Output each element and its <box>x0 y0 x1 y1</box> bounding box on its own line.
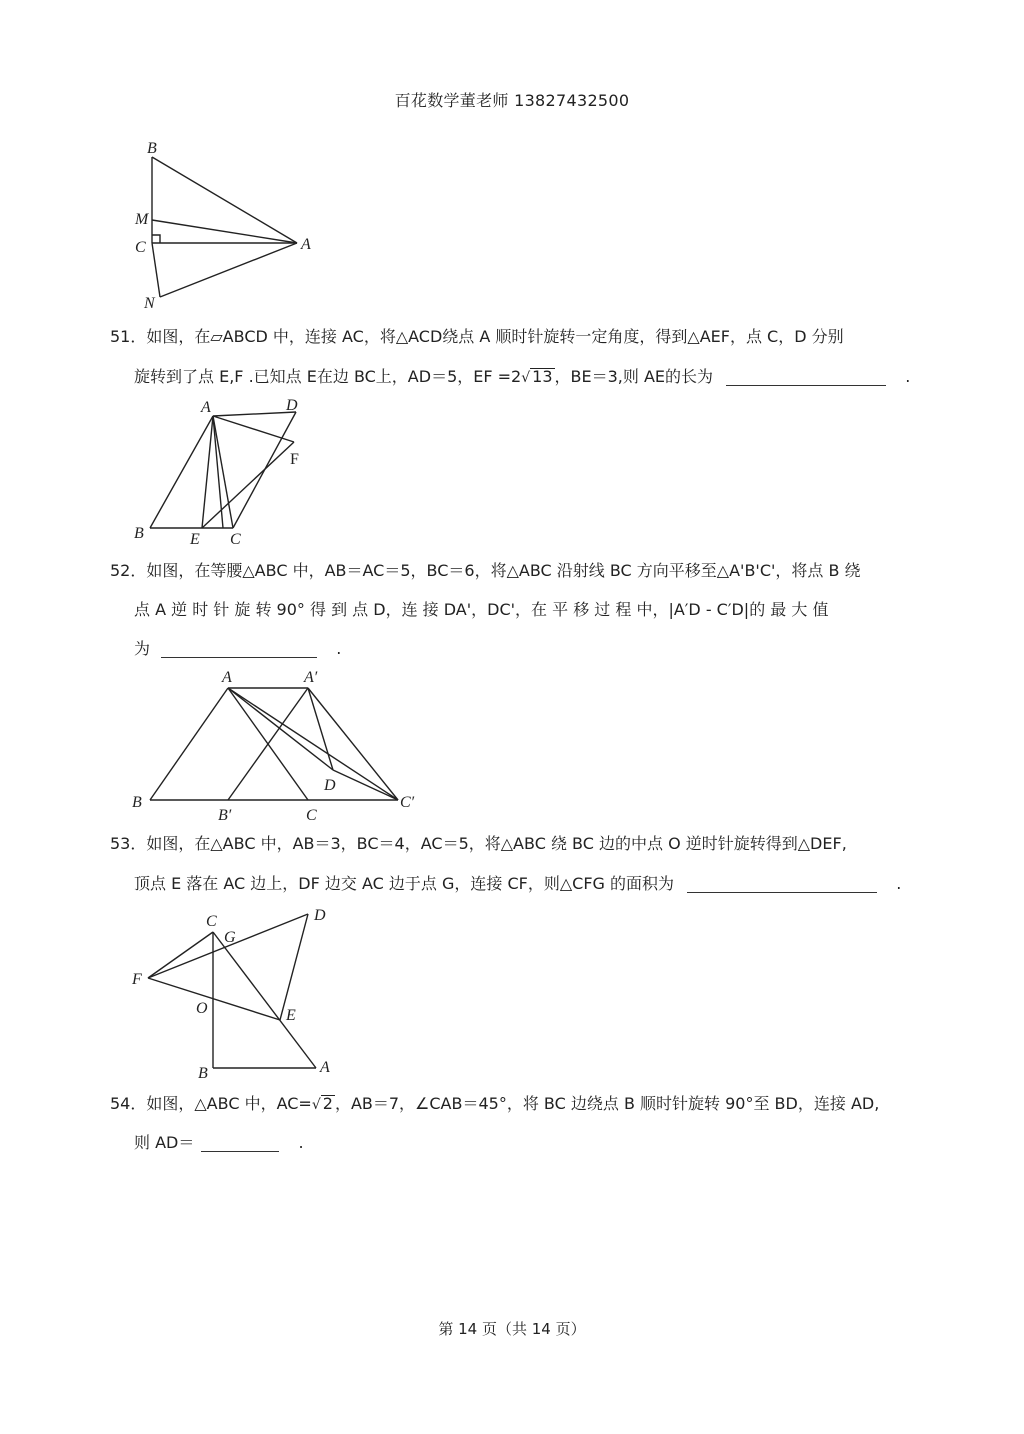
label-c: C <box>135 239 146 256</box>
label-g: G <box>224 929 236 946</box>
q51-text2a: 旋转到了点 E,F .已知点 E在边 BC上，AD＝5，EF =2 <box>134 367 522 386</box>
q54-text1a: 如图，△ABC 中，AC= <box>146 1094 312 1113</box>
q52-line1 <box>110 560 861 582</box>
q53-number: 53． <box>110 834 147 853</box>
label-a-prime: A′ <box>304 669 318 686</box>
q51-text2b: ，BE＝3,则 AE的长为 <box>554 367 714 386</box>
q51-sqrt-13: 13 <box>532 367 553 386</box>
q53-text2a: 顶点 E 落在 AC 边上，DF 边交 AC 边于点 G，连接 CF，则△CFG 的面积为 <box>134 874 675 893</box>
q52-text1: 如图，在等腰△ABC 中，AB＝AC＝5，BC＝6，将△ABC 沿射线 BC 方向平移至△A'B'C'，将点 B 绕 <box>146 561 861 580</box>
q53-line2 <box>134 873 901 895</box>
label-b: B <box>147 140 157 157</box>
q51-number: 51． <box>110 327 147 346</box>
page-header: 百花数学董老师 13827432500 <box>394 91 630 110</box>
q52-line2 <box>134 599 828 621</box>
q51-answer-blank[interactable] <box>726 367 886 386</box>
q51-text1: 如图，在▱ABCD 中，连接 AC，将△ACD绕点 A 顺时针旋转一定角度，得到△AEF，点 C，D 分别 <box>146 327 844 346</box>
q52-answer-blank[interactable] <box>161 639 317 658</box>
q52-period: . <box>336 639 342 658</box>
label-m: M <box>135 211 149 228</box>
q53-text1: 如图，在△ABC 中，AB＝3，BC＝4，AC＝5，将△ABC 绕 BC 边的中点 O 逆时针旋转得到△DEF, <box>146 834 847 853</box>
q54-text2a: 则 AD＝ <box>134 1133 195 1152</box>
label-d: D <box>324 777 336 794</box>
q54-text1b: ，AB＝7，∠CAB＝45°，将 BC 边绕点 B 顺时针旋转 90°至 BD，连接 AD, <box>334 1094 880 1113</box>
label-c: C <box>306 807 317 824</box>
label-a: A <box>320 1059 330 1076</box>
q52-number: 52． <box>110 561 147 580</box>
label-c: C <box>230 531 241 548</box>
q51-line2: 旋转到了点 E,F .已知点 E在边 BC上，AD＝5，EF =2√ 13 ，BE＝3,则 AE的长为 . <box>134 367 911 386</box>
q54-period: . <box>298 1133 304 1152</box>
label-a: A <box>222 669 232 686</box>
label-f: F <box>290 451 299 468</box>
q54-number: 54． <box>110 1094 147 1113</box>
q52-text3a: 为 <box>134 639 151 658</box>
label-d: D <box>314 907 326 924</box>
page-footer: 第 14 页（共 14 页） <box>438 1320 586 1338</box>
q53-answer-blank[interactable] <box>687 874 877 893</box>
label-c-prime: C′ <box>400 794 415 811</box>
q51-line1 <box>110 326 844 348</box>
figure-bmcan <box>125 135 325 315</box>
q54-sqrt-2: 2 <box>322 1094 333 1113</box>
q51-period: . <box>905 367 911 386</box>
label-o: O <box>196 1000 208 1017</box>
label-f: F <box>132 971 142 988</box>
label-n: N <box>144 295 155 312</box>
q52-line3 <box>134 638 341 660</box>
q52-text2: 点 A 逆 时 针 旋 转 90° 得 到 点 D，连 接 DA'，DC'，在 平 移 过 程 中，|A′D - C′D|的 最 大 值 <box>134 600 829 619</box>
label-b: B <box>134 525 144 542</box>
label-b: B <box>198 1065 208 1082</box>
label-e: E <box>190 531 200 548</box>
figure-parallelogram <box>128 392 318 550</box>
figure-rotation <box>128 900 338 1082</box>
q54-line1: 54．如图，△ABC 中，AC=√ 2 ，AB＝7，∠CAB＝45°，将 BC 边绕点 B 顺时针旋转 90°至 BD，连接 AD, <box>110 1094 880 1113</box>
label-b-prime: B′ <box>218 807 232 824</box>
label-a: A <box>301 236 311 253</box>
q53-line1 <box>110 833 847 855</box>
q54-answer-blank[interactable] <box>201 1133 279 1152</box>
label-a: A <box>201 399 211 416</box>
q53-period: . <box>896 874 902 893</box>
q54-line2 <box>134 1132 304 1154</box>
label-b: B <box>132 794 142 811</box>
label-c: C <box>206 913 217 930</box>
label-e: E <box>286 1007 296 1024</box>
label-d: D <box>286 397 298 414</box>
figure-translation <box>128 662 428 826</box>
